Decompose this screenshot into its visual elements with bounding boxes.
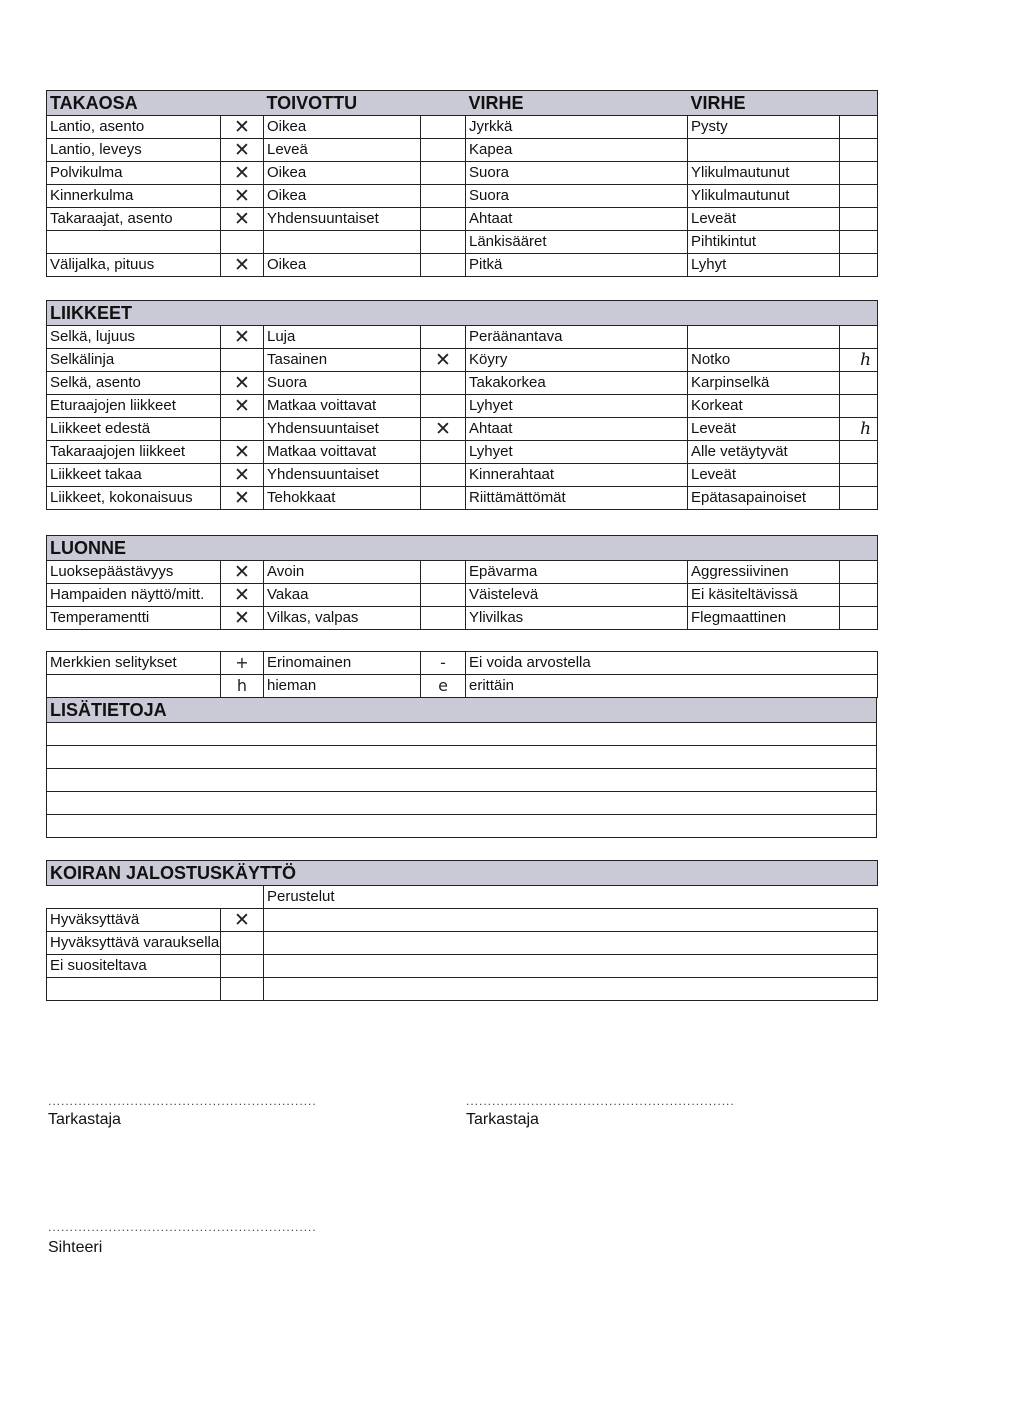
table-row [47, 955, 878, 978]
row-label: Kinnerkulma [47, 185, 221, 208]
table-row [47, 441, 878, 464]
fault-option-2: Leveät [688, 418, 840, 441]
takaosa-table [46, 90, 878, 277]
check-mark[interactable]: ✕ [221, 487, 264, 510]
good-option: Oikea [264, 116, 421, 139]
fault-mark-2[interactable] [840, 139, 878, 162]
perustelut-field[interactable] [264, 932, 878, 955]
fault-mark-2[interactable] [840, 162, 878, 185]
lisatietoja-header-row [47, 698, 877, 723]
fault-mark-2[interactable] [840, 561, 878, 584]
fault-mark-1[interactable] [421, 139, 466, 162]
check-mark[interactable] [221, 231, 264, 254]
fault-mark-2[interactable] [840, 464, 878, 487]
fault-option-1: Peräänantava [466, 326, 688, 349]
takaosa-title: TAKAOSA [47, 91, 221, 116]
good-option: Vilkas, valpas [264, 607, 421, 630]
fault-option-1: Riittämättömät [466, 487, 688, 510]
table-row [47, 978, 878, 1001]
fault-mark-2[interactable] [840, 208, 878, 231]
table-row [47, 162, 878, 185]
table-row [47, 464, 878, 487]
liikkeet-header-row [47, 301, 878, 326]
good-option: Tasainen [264, 349, 421, 372]
fault-option-1: Väistelevä [466, 584, 688, 607]
check-mark[interactable]: ✕ [221, 116, 264, 139]
fault-mark-1[interactable]: ✕ [421, 418, 466, 441]
legend-text: hieman [264, 675, 421, 698]
legend-symbol: e [421, 675, 466, 698]
fault-mark-1[interactable] [421, 607, 466, 630]
row-label: Välijalka, pituus [47, 254, 221, 277]
good-option: Avoin [264, 561, 421, 584]
good-option: Yhdensuuntaiset [264, 464, 421, 487]
fault-option-1: Takakorkea [466, 372, 688, 395]
good-option: Matkaa voittavat [264, 395, 421, 418]
fault-option-1: Jyrkkä [466, 116, 688, 139]
check-mark[interactable]: ✕ [221, 254, 264, 277]
row-label: Selkä, lujuus [47, 326, 221, 349]
fault-option-2: Epätasapainoiset [688, 487, 840, 510]
row-label: Selkälinja [47, 349, 221, 372]
luonne-table [46, 535, 878, 630]
check-mark[interactable] [221, 418, 264, 441]
fault-option-1: Ylivilkas [466, 607, 688, 630]
legend-row [47, 675, 878, 698]
fault-option-2: Leveät [688, 208, 840, 231]
fault-mark-1[interactable] [421, 116, 466, 139]
fault-mark-2[interactable] [840, 607, 878, 630]
check-mark[interactable] [221, 349, 264, 372]
legend-symbol: - [421, 652, 466, 675]
table-row [47, 326, 878, 349]
good-option: Matkaa voittavat [264, 441, 421, 464]
check-mark[interactable]: ✕ [221, 139, 264, 162]
table-row [47, 561, 878, 584]
good-option: Oikea [264, 162, 421, 185]
fault-mark-1[interactable] [421, 326, 466, 349]
good-option: Luja [264, 326, 421, 349]
row-label: Hyväksyttävä [47, 909, 221, 932]
row-label: Liikkeet edestä [47, 418, 221, 441]
table-row [47, 208, 878, 231]
check-mark[interactable]: ✕ [221, 208, 264, 231]
tarkastaja-label-1: Tarkastaja [48, 1111, 121, 1128]
fault-mark-1[interactable] [421, 231, 466, 254]
fault-option-2: Leveät [688, 464, 840, 487]
check-mark[interactable]: ✕ [221, 584, 264, 607]
fault-option-1: Epävarma [466, 561, 688, 584]
check-mark[interactable]: ✕ [221, 372, 264, 395]
row-label: Takaraajojen liikkeet [47, 441, 221, 464]
table-row [47, 231, 878, 254]
fault-option-2: Flegmaattinen [688, 607, 840, 630]
notes-line[interactable] [47, 723, 877, 746]
perustelut-label: Perustelut [264, 886, 878, 909]
good-option: Yhdensuuntaiset [264, 418, 421, 441]
row-label: Selkä, asento [47, 372, 221, 395]
fault-mark-1[interactable] [421, 464, 466, 487]
check-mark[interactable]: ✕ [221, 441, 264, 464]
fault-mark-1[interactable] [421, 254, 466, 277]
jalostus-header-row [47, 861, 878, 886]
good-option: Yhdensuuntaiset [264, 208, 421, 231]
luonne-header-row [47, 536, 878, 561]
fault-option-2: Korkeat [688, 395, 840, 418]
legend-text: Ei voida arvostella [466, 652, 878, 675]
fault-option-2: Ylikulmautunut [688, 185, 840, 208]
fault-option-2: Notko [688, 349, 840, 372]
fault-option-1: Lyhyet [466, 441, 688, 464]
fault-option-2: Pihtikintut [688, 231, 840, 254]
fault-mark-2[interactable] [840, 441, 878, 464]
fault-option-1: Ahtaat [466, 418, 688, 441]
signature-line-1[interactable]: .............................................................. [48, 1094, 317, 1108]
fault-option-2 [688, 139, 840, 162]
fault-option-2: Ylikulmautunut [688, 162, 840, 185]
lisatietoja-title: LISÄTIETOJA [47, 698, 877, 723]
perustelut-field[interactable] [264, 909, 878, 932]
lisatietoja-table [46, 697, 877, 838]
fault-mark-1[interactable] [421, 395, 466, 418]
check-mark[interactable] [221, 955, 264, 978]
row-label: Lantio, leveys [47, 139, 221, 162]
fault-mark-2[interactable] [840, 372, 878, 395]
row-label: Lantio, asento [47, 116, 221, 139]
fault-mark-2[interactable] [840, 584, 878, 607]
luonne-title: LUONNE [47, 536, 878, 561]
fault-mark-2[interactable] [840, 116, 878, 139]
check-mark[interactable]: ✕ [221, 607, 264, 630]
fault-option-1: Suora [466, 162, 688, 185]
check-mark[interactable]: ✕ [221, 395, 264, 418]
fault-option-1: Kapea [466, 139, 688, 162]
fault-mark-1[interactable] [421, 441, 466, 464]
signature-line-2[interactable]: .............................................................. [466, 1094, 735, 1108]
legend-table [46, 651, 878, 698]
fault-option-2: Lyhyt [688, 254, 840, 277]
table-row [47, 372, 878, 395]
fault-mark-1[interactable] [421, 208, 466, 231]
good-option: Oikea [264, 185, 421, 208]
notes-line[interactable] [47, 769, 877, 792]
fault-mark-2[interactable] [840, 185, 878, 208]
fault-mark-1[interactable] [421, 584, 466, 607]
table-row [47, 909, 878, 932]
row-label: Hampaiden näyttö/mitt. [47, 584, 221, 607]
toivottu-header: TOIVOTTU [264, 91, 421, 116]
good-option: Oikea [264, 254, 421, 277]
legend-text: erittäin [466, 675, 878, 698]
fault-mark-2[interactable] [840, 254, 878, 277]
fault-mark-2[interactable] [840, 231, 878, 254]
fault-option-2: Karpinselkä [688, 372, 840, 395]
row-label: Ei suositeltava [47, 955, 221, 978]
check-mark[interactable]: ✕ [221, 909, 264, 932]
table-row [47, 584, 878, 607]
legend-row [47, 652, 878, 675]
table-row [47, 932, 878, 955]
check-mark[interactable]: ✕ [221, 162, 264, 185]
row-label: Eturaajojen liikkeet [47, 395, 221, 418]
table-row [47, 487, 878, 510]
notes-line[interactable] [47, 746, 877, 769]
table-row [47, 116, 878, 139]
good-option: Suora [264, 372, 421, 395]
row-label: Luoksepäästävyys [47, 561, 221, 584]
table-row [47, 349, 878, 372]
fault-option-1: Köyry [466, 349, 688, 372]
perustelut-field[interactable] [264, 978, 878, 1001]
legend-symbol: + [221, 652, 264, 675]
table-row [47, 418, 878, 441]
check-mark[interactable]: ✕ [221, 464, 264, 487]
fault-mark-1[interactable]: ✕ [421, 349, 466, 372]
check-mark[interactable]: ✕ [221, 326, 264, 349]
fault-mark-2[interactable]: h [840, 418, 878, 441]
fault-option-2 [688, 326, 840, 349]
virhe-header-2: VIRHE [688, 91, 840, 116]
fault-option-1: Suora [466, 185, 688, 208]
row-label [47, 231, 221, 254]
row-label: Polvikulma [47, 162, 221, 185]
table-row [47, 185, 878, 208]
notes-line[interactable] [47, 792, 877, 815]
perustelut-field[interactable] [264, 955, 878, 978]
fault-option-1: Lyhyet [466, 395, 688, 418]
fault-mark-2[interactable] [840, 326, 878, 349]
tarkastaja-label-2: Tarkastaja [466, 1111, 539, 1128]
fault-option-1: Länkisääret [466, 231, 688, 254]
row-label: Liikkeet takaa [47, 464, 221, 487]
legend-symbol: h [221, 675, 264, 698]
fault-option-1: Kinnerahtaat [466, 464, 688, 487]
liikkeet-table [46, 300, 878, 510]
virhe-header-1: VIRHE [466, 91, 688, 116]
fault-option-2: Ei käsiteltävissä [688, 584, 840, 607]
notes-line[interactable] [47, 815, 877, 838]
table-row [47, 254, 878, 277]
legend-label: Merkkien selitykset [47, 652, 221, 675]
fault-mark-2[interactable]: h [840, 349, 878, 372]
table-row [47, 139, 878, 162]
liikkeet-title: LIIKKEET [47, 301, 878, 326]
fault-option-2: Alle vetäytyvät [688, 441, 840, 464]
good-option: Leveä [264, 139, 421, 162]
fault-option-1: Ahtaat [466, 208, 688, 231]
fault-option-2: Aggressiivinen [688, 561, 840, 584]
jalostus-title: KOIRAN JALOSTUSKÄYTTÖ [47, 861, 878, 886]
fault-mark-2[interactable] [840, 487, 878, 510]
row-label: Liikkeet, kokonaisuus [47, 487, 221, 510]
signature-line-3[interactable]: .............................................................. [48, 1220, 317, 1234]
good-option [264, 231, 421, 254]
legend-text: Erinomainen [264, 652, 421, 675]
fault-mark-1[interactable] [421, 185, 466, 208]
fault-mark-1[interactable] [421, 162, 466, 185]
check-mark[interactable]: ✕ [221, 561, 264, 584]
table-row [47, 395, 878, 418]
row-label: Hyväksyttävä varauksella [47, 932, 221, 955]
sihteeri-label: Sihteeri [48, 1239, 103, 1256]
row-label: Temperamentti [47, 607, 221, 630]
fault-option-1: Pitkä [466, 254, 688, 277]
fault-option-2: Pysty [688, 116, 840, 139]
check-mark[interactable] [221, 932, 264, 955]
row-label: Takaraajat, asento [47, 208, 221, 231]
fault-mark-1[interactable] [421, 561, 466, 584]
jalostus-table [46, 860, 878, 1001]
good-option: Tehokkaat [264, 487, 421, 510]
table-row [47, 607, 878, 630]
check-mark[interactable]: ✕ [221, 185, 264, 208]
takaosa-header-row [47, 91, 878, 116]
fault-mark-1[interactable] [421, 487, 466, 510]
fault-mark-2[interactable] [840, 395, 878, 418]
good-option: Vakaa [264, 584, 421, 607]
fault-mark-1[interactable] [421, 372, 466, 395]
